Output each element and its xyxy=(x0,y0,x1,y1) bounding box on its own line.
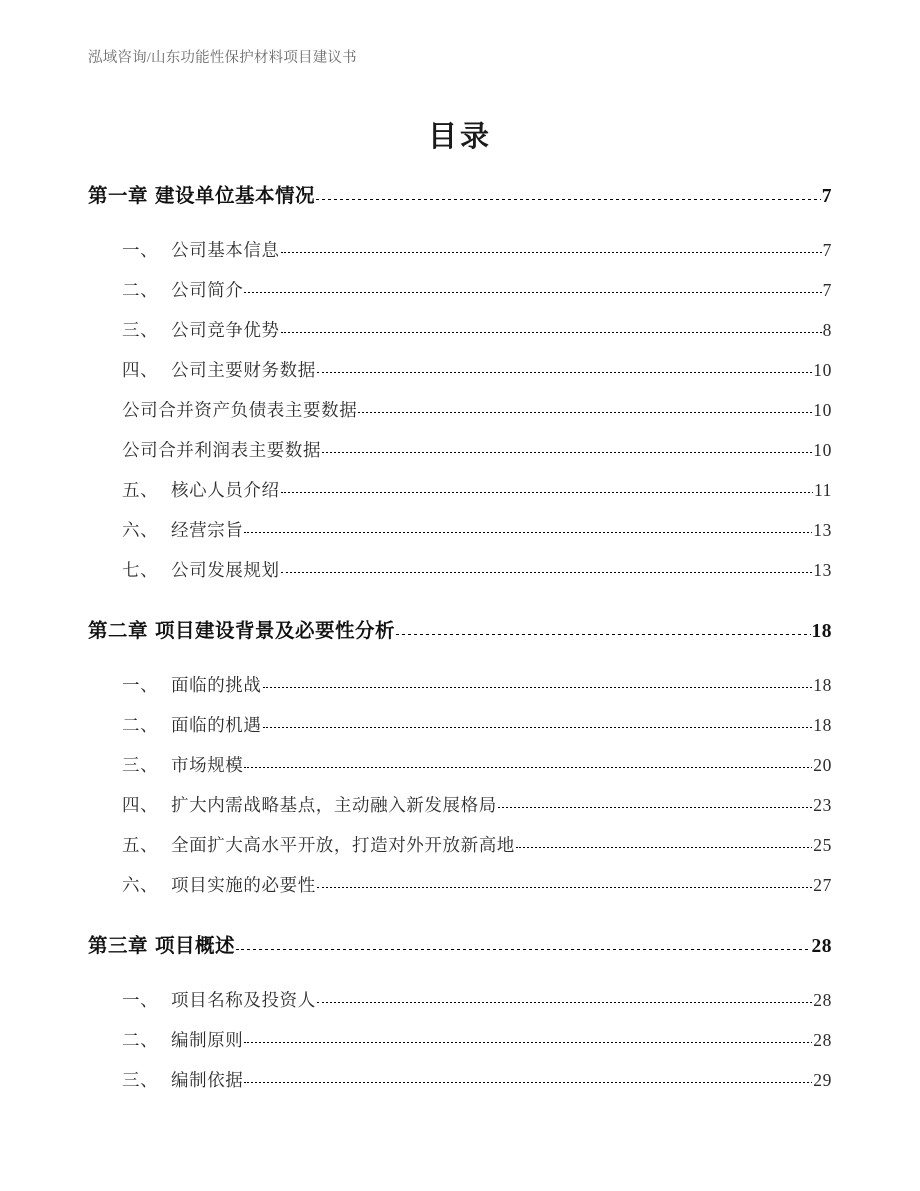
toc-section-entry[interactable] xyxy=(122,517,832,557)
toc-entry-number: 一、 xyxy=(122,990,159,1010)
toc-entry-label xyxy=(122,557,280,582)
toc-dot-leader xyxy=(281,252,822,253)
toc-dot-leader xyxy=(244,292,821,293)
toc-entry-label xyxy=(122,317,280,342)
toc-dot-leader xyxy=(316,199,821,200)
toc-entry-label xyxy=(122,752,243,777)
toc-section-entry[interactable] xyxy=(122,477,832,517)
toc-section-entry[interactable] xyxy=(122,317,832,357)
toc-page-number: 10 xyxy=(813,400,832,420)
toc-section-gap xyxy=(0,597,920,615)
toc-page-number: 10 xyxy=(813,360,832,380)
toc-entry-label xyxy=(122,792,497,817)
toc-section-entry[interactable] xyxy=(122,357,832,397)
toc-page-number: 18 xyxy=(813,675,832,695)
toc-page-number: 28 xyxy=(813,1030,832,1050)
toc-entry-label xyxy=(122,397,357,422)
toc-dot-leader xyxy=(281,332,822,333)
toc-page-number: 28 xyxy=(813,990,832,1010)
toc-dot-leader xyxy=(322,452,812,453)
toc-entry-label xyxy=(122,872,316,897)
toc-dot-leader xyxy=(396,634,810,635)
toc-dot-leader xyxy=(317,1002,812,1003)
toc-section-entry[interactable] xyxy=(122,987,832,1027)
toc-chapter-entry[interactable] xyxy=(88,930,832,970)
toc-entry-number: 第三章 xyxy=(88,936,149,957)
toc-entry-number: 四、 xyxy=(122,360,159,380)
toc-entry-text: 公司简介 xyxy=(171,280,244,300)
toc-page-number: 25 xyxy=(813,835,832,855)
toc-entry-text: 公司发展规划 xyxy=(171,560,280,580)
toc-entry-number: 一、 xyxy=(122,675,159,695)
toc-entry-label xyxy=(88,180,315,208)
toc-section-entry[interactable] xyxy=(122,752,832,792)
toc-page-number: 10 xyxy=(813,440,832,460)
toc-dot-leader xyxy=(281,572,813,573)
toc-entry-label xyxy=(122,672,262,697)
table-of-contents xyxy=(0,180,920,1107)
toc-dot-leader xyxy=(516,847,812,848)
toc-page-number: 8 xyxy=(822,320,832,340)
toc-section-entry[interactable] xyxy=(122,437,832,477)
toc-dot-leader xyxy=(317,372,812,373)
toc-dot-leader xyxy=(498,807,812,808)
toc-entry-label xyxy=(88,930,235,958)
toc-page-number: 7 xyxy=(822,240,832,260)
toc-entry-label xyxy=(122,277,243,302)
toc-entry-number: 五、 xyxy=(122,480,159,500)
toc-entry-number: 二、 xyxy=(122,1030,159,1050)
toc-entry-number: 第一章 xyxy=(88,186,149,207)
toc-entry-number: 三、 xyxy=(122,1070,159,1090)
toc-chapter-entry[interactable] xyxy=(88,615,832,655)
toc-chapter-entry[interactable] xyxy=(88,180,832,220)
toc-entry-text: 建设单位基本情况 xyxy=(155,186,316,207)
toc-page-number: 13 xyxy=(813,560,832,580)
toc-section-entry[interactable] xyxy=(122,237,832,277)
toc-entry-text: 公司合并利润表主要数据 xyxy=(122,440,322,460)
toc-entry-text: 项目实施的必要性 xyxy=(171,875,316,895)
toc-section-entry[interactable] xyxy=(122,712,832,752)
toc-dot-leader xyxy=(281,492,813,493)
toc-entry-label xyxy=(122,477,280,502)
toc-entry-text: 编制依据 xyxy=(171,1070,244,1090)
toc-entry-label xyxy=(122,832,515,857)
toc-entry-label xyxy=(122,237,280,262)
toc-entry-number: 六、 xyxy=(122,520,159,540)
toc-entry-text: 公司竞争优势 xyxy=(171,320,280,340)
toc-entry-label xyxy=(122,712,262,737)
toc-entry-number: 五、 xyxy=(122,835,159,855)
toc-entry-text: 扩大内需战略基点，主动融入新发展格局 xyxy=(171,795,497,815)
toc-entry-number: 三、 xyxy=(122,755,159,775)
toc-entry-text: 公司基本信息 xyxy=(171,240,280,260)
toc-entry-text: 全面扩大高水平开放，打造对外开放新高地 xyxy=(171,835,515,855)
toc-dot-leader xyxy=(244,1042,812,1043)
toc-entry-text: 编制原则 xyxy=(171,1030,244,1050)
toc-section-entry[interactable] xyxy=(122,557,832,597)
toc-page-number: 28 xyxy=(811,936,832,957)
toc-page-number: 20 xyxy=(813,755,832,775)
toc-entry-label xyxy=(88,615,395,643)
toc-entry-number: 二、 xyxy=(122,280,159,300)
toc-section-entry[interactable] xyxy=(122,872,832,912)
toc-section-entry[interactable] xyxy=(122,397,832,437)
toc-entry-number: 第二章 xyxy=(88,621,149,642)
toc-entry-label xyxy=(122,987,316,1012)
toc-entry-text: 项目建设背景及必要性分析 xyxy=(155,621,396,642)
toc-entry-text: 公司主要财务数据 xyxy=(171,360,316,380)
toc-dot-leader xyxy=(244,532,812,533)
toc-page-number: 7 xyxy=(821,186,832,207)
toc-entry-number: 四、 xyxy=(122,795,159,815)
toc-section-entry[interactable] xyxy=(122,1027,832,1067)
toc-entry-text: 公司合并资产负债表主要数据 xyxy=(122,400,358,420)
toc-section-entry[interactable] xyxy=(122,792,832,832)
toc-dot-leader xyxy=(236,949,810,950)
page-title: 目录 xyxy=(427,121,492,153)
toc-page-number: 23 xyxy=(813,795,832,815)
toc-entry-number: 一、 xyxy=(122,240,159,260)
toc-entry-text: 项目名称及投资人 xyxy=(171,990,316,1010)
toc-entry-label xyxy=(122,1067,243,1092)
toc-section-entry[interactable] xyxy=(122,1067,832,1107)
toc-entry-text: 经营宗旨 xyxy=(171,520,244,540)
toc-section-entry[interactable] xyxy=(122,672,832,712)
running-header: 泓域咨询/山东功能性保护材料项目建议书 xyxy=(88,50,357,66)
toc-entry-text: 市场规模 xyxy=(171,755,244,775)
toc-entry-text: 面临的挑战 xyxy=(171,675,262,695)
toc-entry-text: 面临的机遇 xyxy=(171,715,262,735)
toc-page-number: 27 xyxy=(813,875,832,895)
toc-dot-leader xyxy=(244,1082,812,1083)
toc-dot-leader xyxy=(263,687,813,688)
toc-dot-leader xyxy=(263,727,813,728)
toc-dot-leader xyxy=(358,412,812,413)
toc-page-number: 18 xyxy=(811,621,832,642)
toc-dot-leader xyxy=(244,767,812,768)
toc-entry-label xyxy=(122,517,243,542)
toc-page-number: 29 xyxy=(813,1070,832,1090)
toc-entry-label xyxy=(122,1027,243,1052)
toc-section-gap xyxy=(0,912,920,930)
toc-entry-number: 二、 xyxy=(122,715,159,735)
toc-entry-label xyxy=(122,357,316,382)
toc-page-number: 13 xyxy=(813,520,832,540)
toc-page-number: 7 xyxy=(822,280,832,300)
toc-section-entry[interactable] xyxy=(122,832,832,872)
toc-page-number: 11 xyxy=(813,480,832,500)
toc-entry-number: 三、 xyxy=(122,320,159,340)
toc-entry-number: 七、 xyxy=(122,560,159,580)
toc-page-number: 18 xyxy=(813,715,832,735)
toc-entry-number: 六、 xyxy=(122,875,159,895)
toc-entry-text: 项目概述 xyxy=(155,936,236,957)
toc-entry-text: 核心人员介绍 xyxy=(171,480,280,500)
toc-entry-label xyxy=(122,437,321,462)
toc-section-entry[interactable] xyxy=(122,277,832,317)
toc-dot-leader xyxy=(317,887,812,888)
